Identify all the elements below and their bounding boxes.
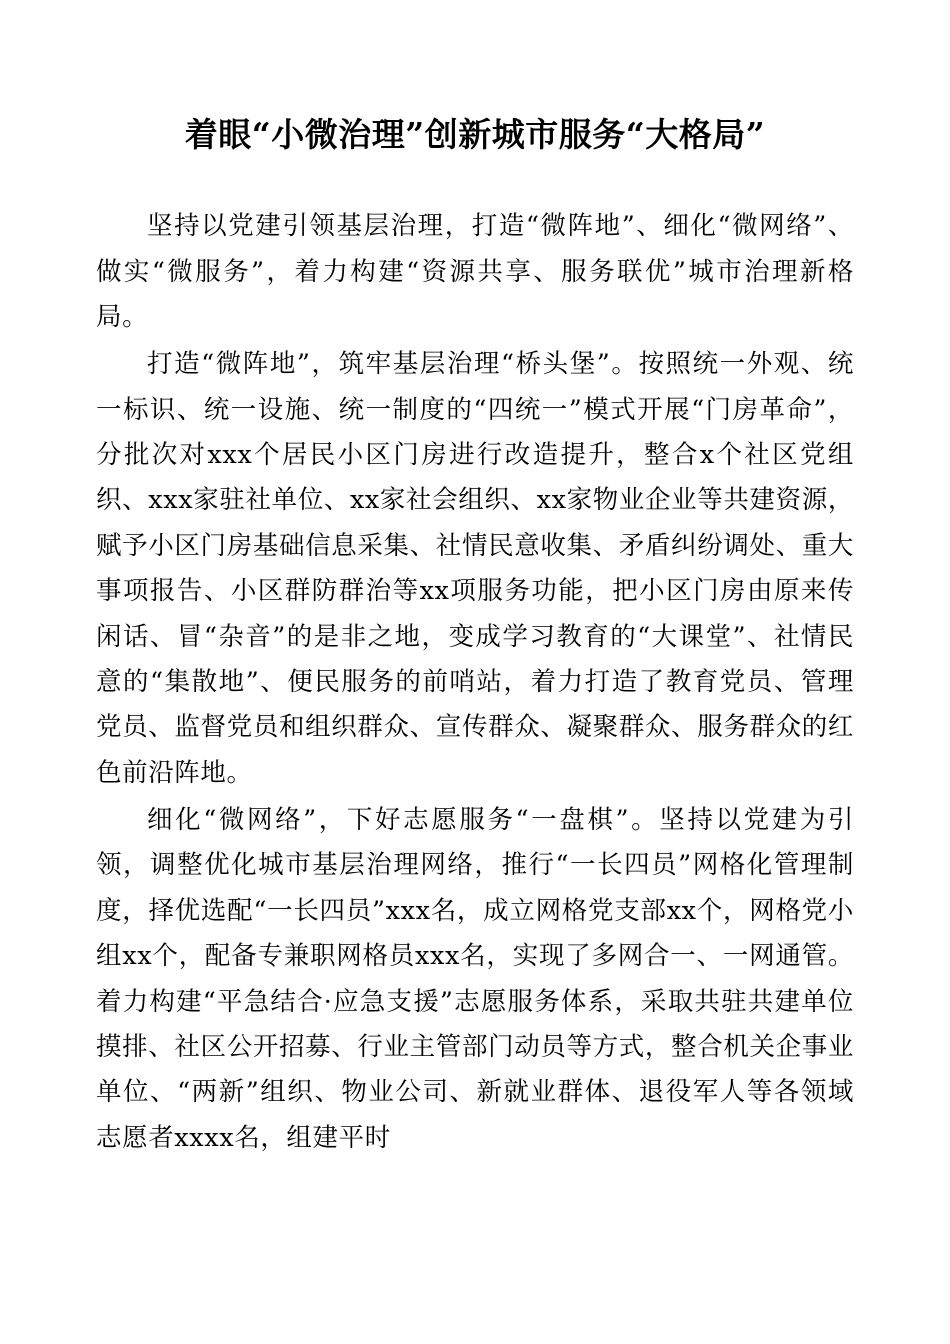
paragraph: 细化“微网络”，下好志愿服务“一盘棋”。坚持以党建为引领，调整优化城市基层治理网络，推行“一长四员”网格化管理制度，择优选配“一长四员”xxx名，成立网格党支部xx个，网格党小组xx个，配备专兼职网格员xxx名，实现了多网合一、一网通管。着力构建“平急结合·应急支援”志愿服务体系，采取共驻共建单位摸排、社区公开招募、行业主管部门动员等方式，整合机关企事业单位、“两新”组织、物业公司、新就业群体、退役军人等各领域志愿者xxxx名，组建平时 (96, 805, 854, 1153)
paragraph: 坚持以党建引领基层治理，打造“微阵地”、细化“微网络”、做实“微服务”，着力构建“资源共享、服务联优”城市治理新格局。 (96, 211, 854, 332)
document-body (96, 204, 854, 1161)
page-title: 着眼“小微治理”创新城市服务“大格局” (184, 115, 766, 154)
paragraph: 打造“微阵地”，筑牢基层治理“桥头堡”。按照统一外观、统一标识、统一设施、统一制度的“四统一”模式开展“门房革命”，分批次对xxx个居民小区门房进行改造提升，整合x个社区党组织、xxx家驻社单位、xx家社会组织、xx家物业企业等共建资源，赋予小区门房基础信息采集、社情民意收集、矛盾纠纷调处、重大事项报告、小区群防群治等xx项服务功能，把小区门房由原来传闲话、冒“杂音”的是非之地，变成学习教育的“大课堂”、社情民意的“集散地”、便民服务的前哨站，着力打造了教育党员、管理党员、监督党员和组织群众、宣传群众、凝聚群众、服务群众的红色前沿阵地。 (96, 349, 854, 788)
